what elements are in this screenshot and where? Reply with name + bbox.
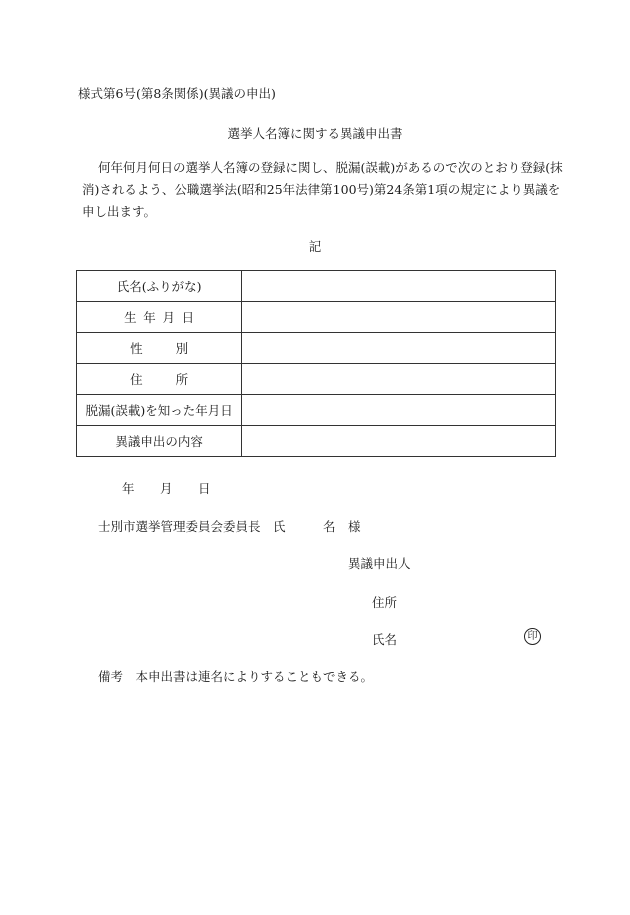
remarks: 備考 本申出書は連名によりすることもできる。	[98, 669, 374, 684]
table-row	[77, 426, 556, 457]
table-row	[77, 333, 556, 364]
value-known-date[interactable]	[242, 395, 556, 426]
ki-heading: 記	[308, 239, 322, 254]
table-row	[77, 302, 556, 333]
label-birthdate	[77, 302, 242, 333]
table-row	[77, 271, 556, 302]
objector-name-label: 氏名	[372, 632, 398, 647]
objector-address-label: 住所	[372, 595, 398, 610]
form-number: 様式第6号(第8条関係)(異議の申出)	[78, 86, 276, 101]
label-objection-content: 異議申出の内容	[77, 426, 242, 457]
value-sex[interactable]	[242, 333, 556, 364]
value-birthdate[interactable]	[242, 302, 556, 333]
value-name[interactable]	[242, 271, 556, 302]
value-address[interactable]	[242, 364, 556, 395]
label-address-text: 住所	[130, 372, 189, 387]
label-birthdate-text: 生年月日	[124, 310, 195, 325]
label-sex	[77, 333, 242, 364]
body-text: 何年何月何日の選挙人名簿の登録に関し、脱漏(誤載)があるので次のとおり登録(抹消)されるよう、公職選挙法(昭和25年法律第100号)第24条第1項の規定により異議を申し出ます。	[82, 160, 563, 219]
date-year: 年	[122, 481, 135, 496]
objector-label: 異議申出人	[348, 556, 411, 571]
addressee: 士別市選挙管理委員会委員長 氏 名 様	[98, 519, 361, 534]
table-row	[77, 364, 556, 395]
label-address	[77, 364, 242, 395]
seal-mark: 印	[524, 628, 541, 645]
label-name: 氏名(ふりがな)	[77, 271, 242, 302]
label-sex-text: 性別	[130, 341, 189, 356]
date-line	[122, 479, 211, 497]
info-table	[76, 270, 556, 457]
date-day: 日	[198, 481, 211, 496]
label-known-date: 脱漏(誤載)を知った年月日	[77, 395, 242, 426]
value-objection-content[interactable]	[242, 426, 556, 457]
table-row	[77, 395, 556, 426]
date-month: 月	[160, 481, 173, 496]
document-title: 選挙人名簿に関する異議申出書	[227, 126, 403, 141]
